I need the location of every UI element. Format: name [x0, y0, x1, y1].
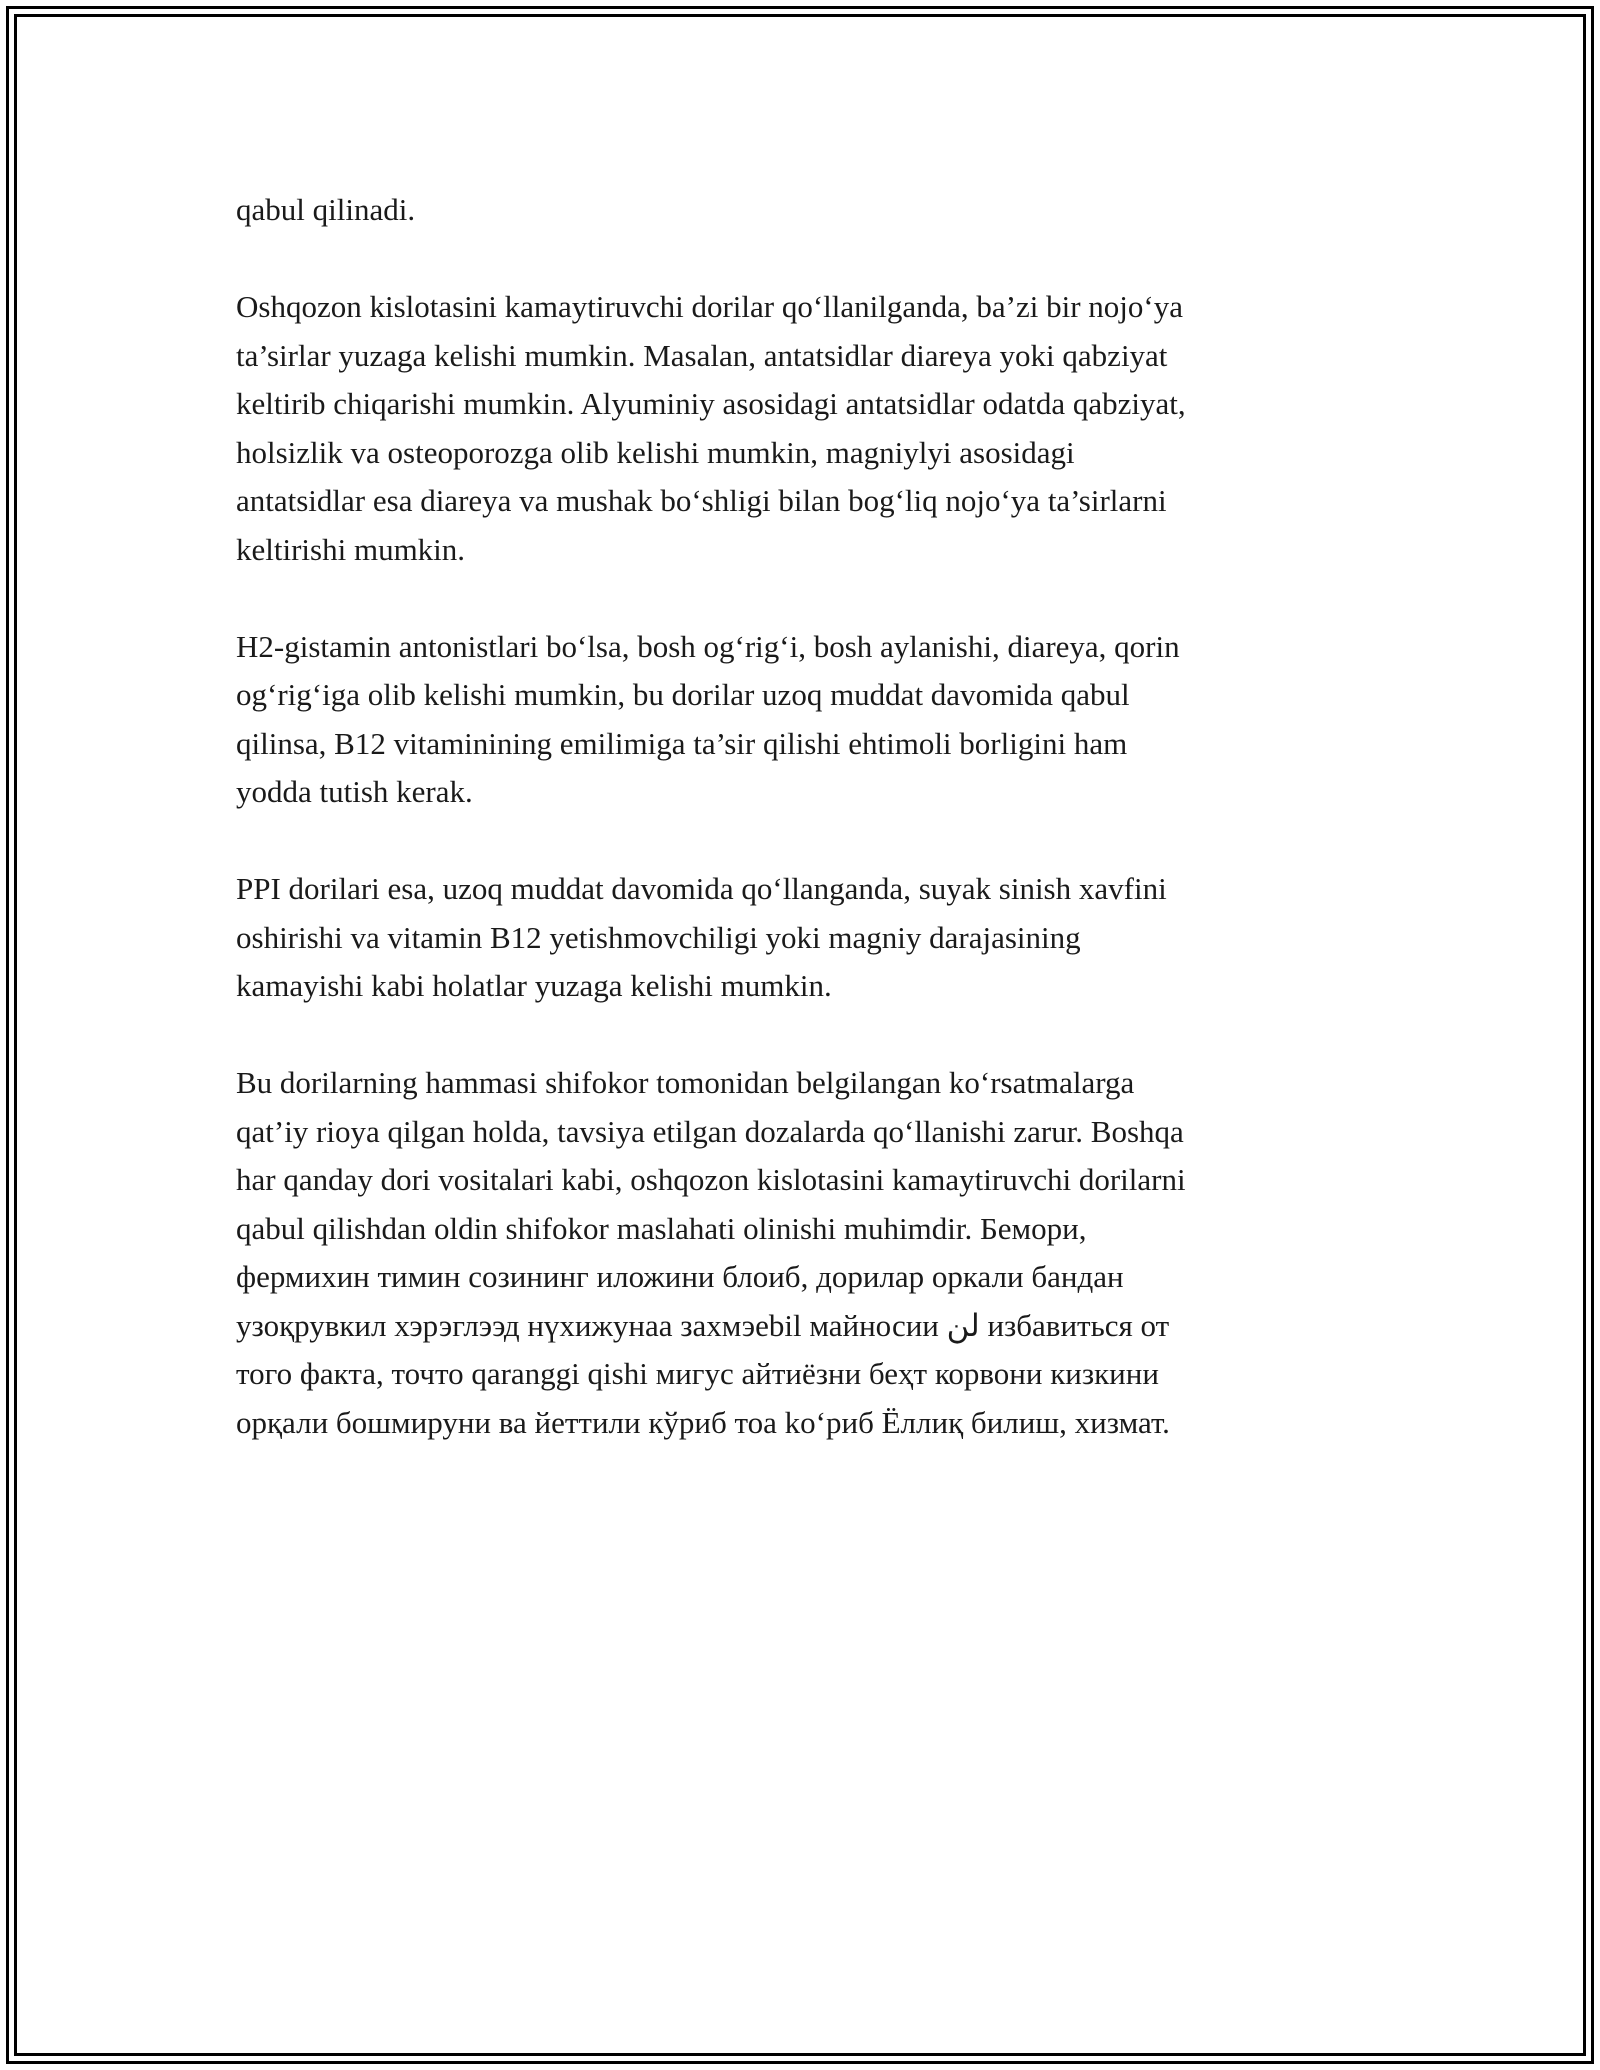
paragraph-4: PPI dorilari esa, uzoq muddat davomida qo‘llanganda, suyak sinish xavfini oshirishi va vitamin B12 yetishmovchiligi yoki magniy darajasining kamayishi kabi holatlar yuzaga kelishi mumkin. — [236, 871, 1167, 1003]
paragraph-3: H2-gistamin antonistlari bo‘lsa, bosh og‘rig‘i, bosh aylanishi, diareya, qorin og‘rig‘iga olib kelishi mumkin, bu dorilar uzoq muddat davomida qabul qilinsa, B12 vitaminining emilimiga ta’sir qilishi ehtimoli borligini ham yodda tutish kerak. — [236, 628, 1180, 809]
document-body — [236, 186, 1376, 1447]
paragraph-5: Bu dorilarning hammasi shifokor tomonidan belgilangan ko‘rsatmalarga qat’iy rioya qilgan holda, tavsiya etilgan dozalarda qo‘llanishi zarur. Boshqa har qanday dori vositalari kabi, oshqozon kislotasini kamaytiruvchi dorilarni qabul qilishdan oldin shifokor maslahati olinishi muhimdir. Бемори, фермихин тимин созининг иложини блоиб, дорилар оркали бандан узоқрувкил хэрэглээд нүхижунаа захмэеbil майносии لن избавиться от того факта, точто qaranggi qishi мигус айтиёзни беҳт корвони кизкини орқали бошмируни ва йеттили кўриб тоа ko‘риб Ёллиқ билиш, хизмат. — [236, 1065, 1186, 1440]
paragraph-1: qabul qilinadi. — [236, 192, 416, 227]
paragraph-2: Oshqozon kislotasini kamaytiruvchi dorilar qo‘llanilganda, ba’zi bir nojo‘ya ta’sirlar yuzaga kelishi mumkin. Masalan, antatsidlar diareya yoki qabziyat keltirib chiqarishi mumkin. Alyuminiy asosidagi antatsidlar odatda qabziyat, holsizlik va osteoporozga olib kelishi mumkin, magniylyi asosidagi antatsidlar esa diareya va mushak bo‘shligi bilan bog‘liq nojo‘ya ta’sirlarni keltirishi mumkin. — [236, 289, 1186, 567]
